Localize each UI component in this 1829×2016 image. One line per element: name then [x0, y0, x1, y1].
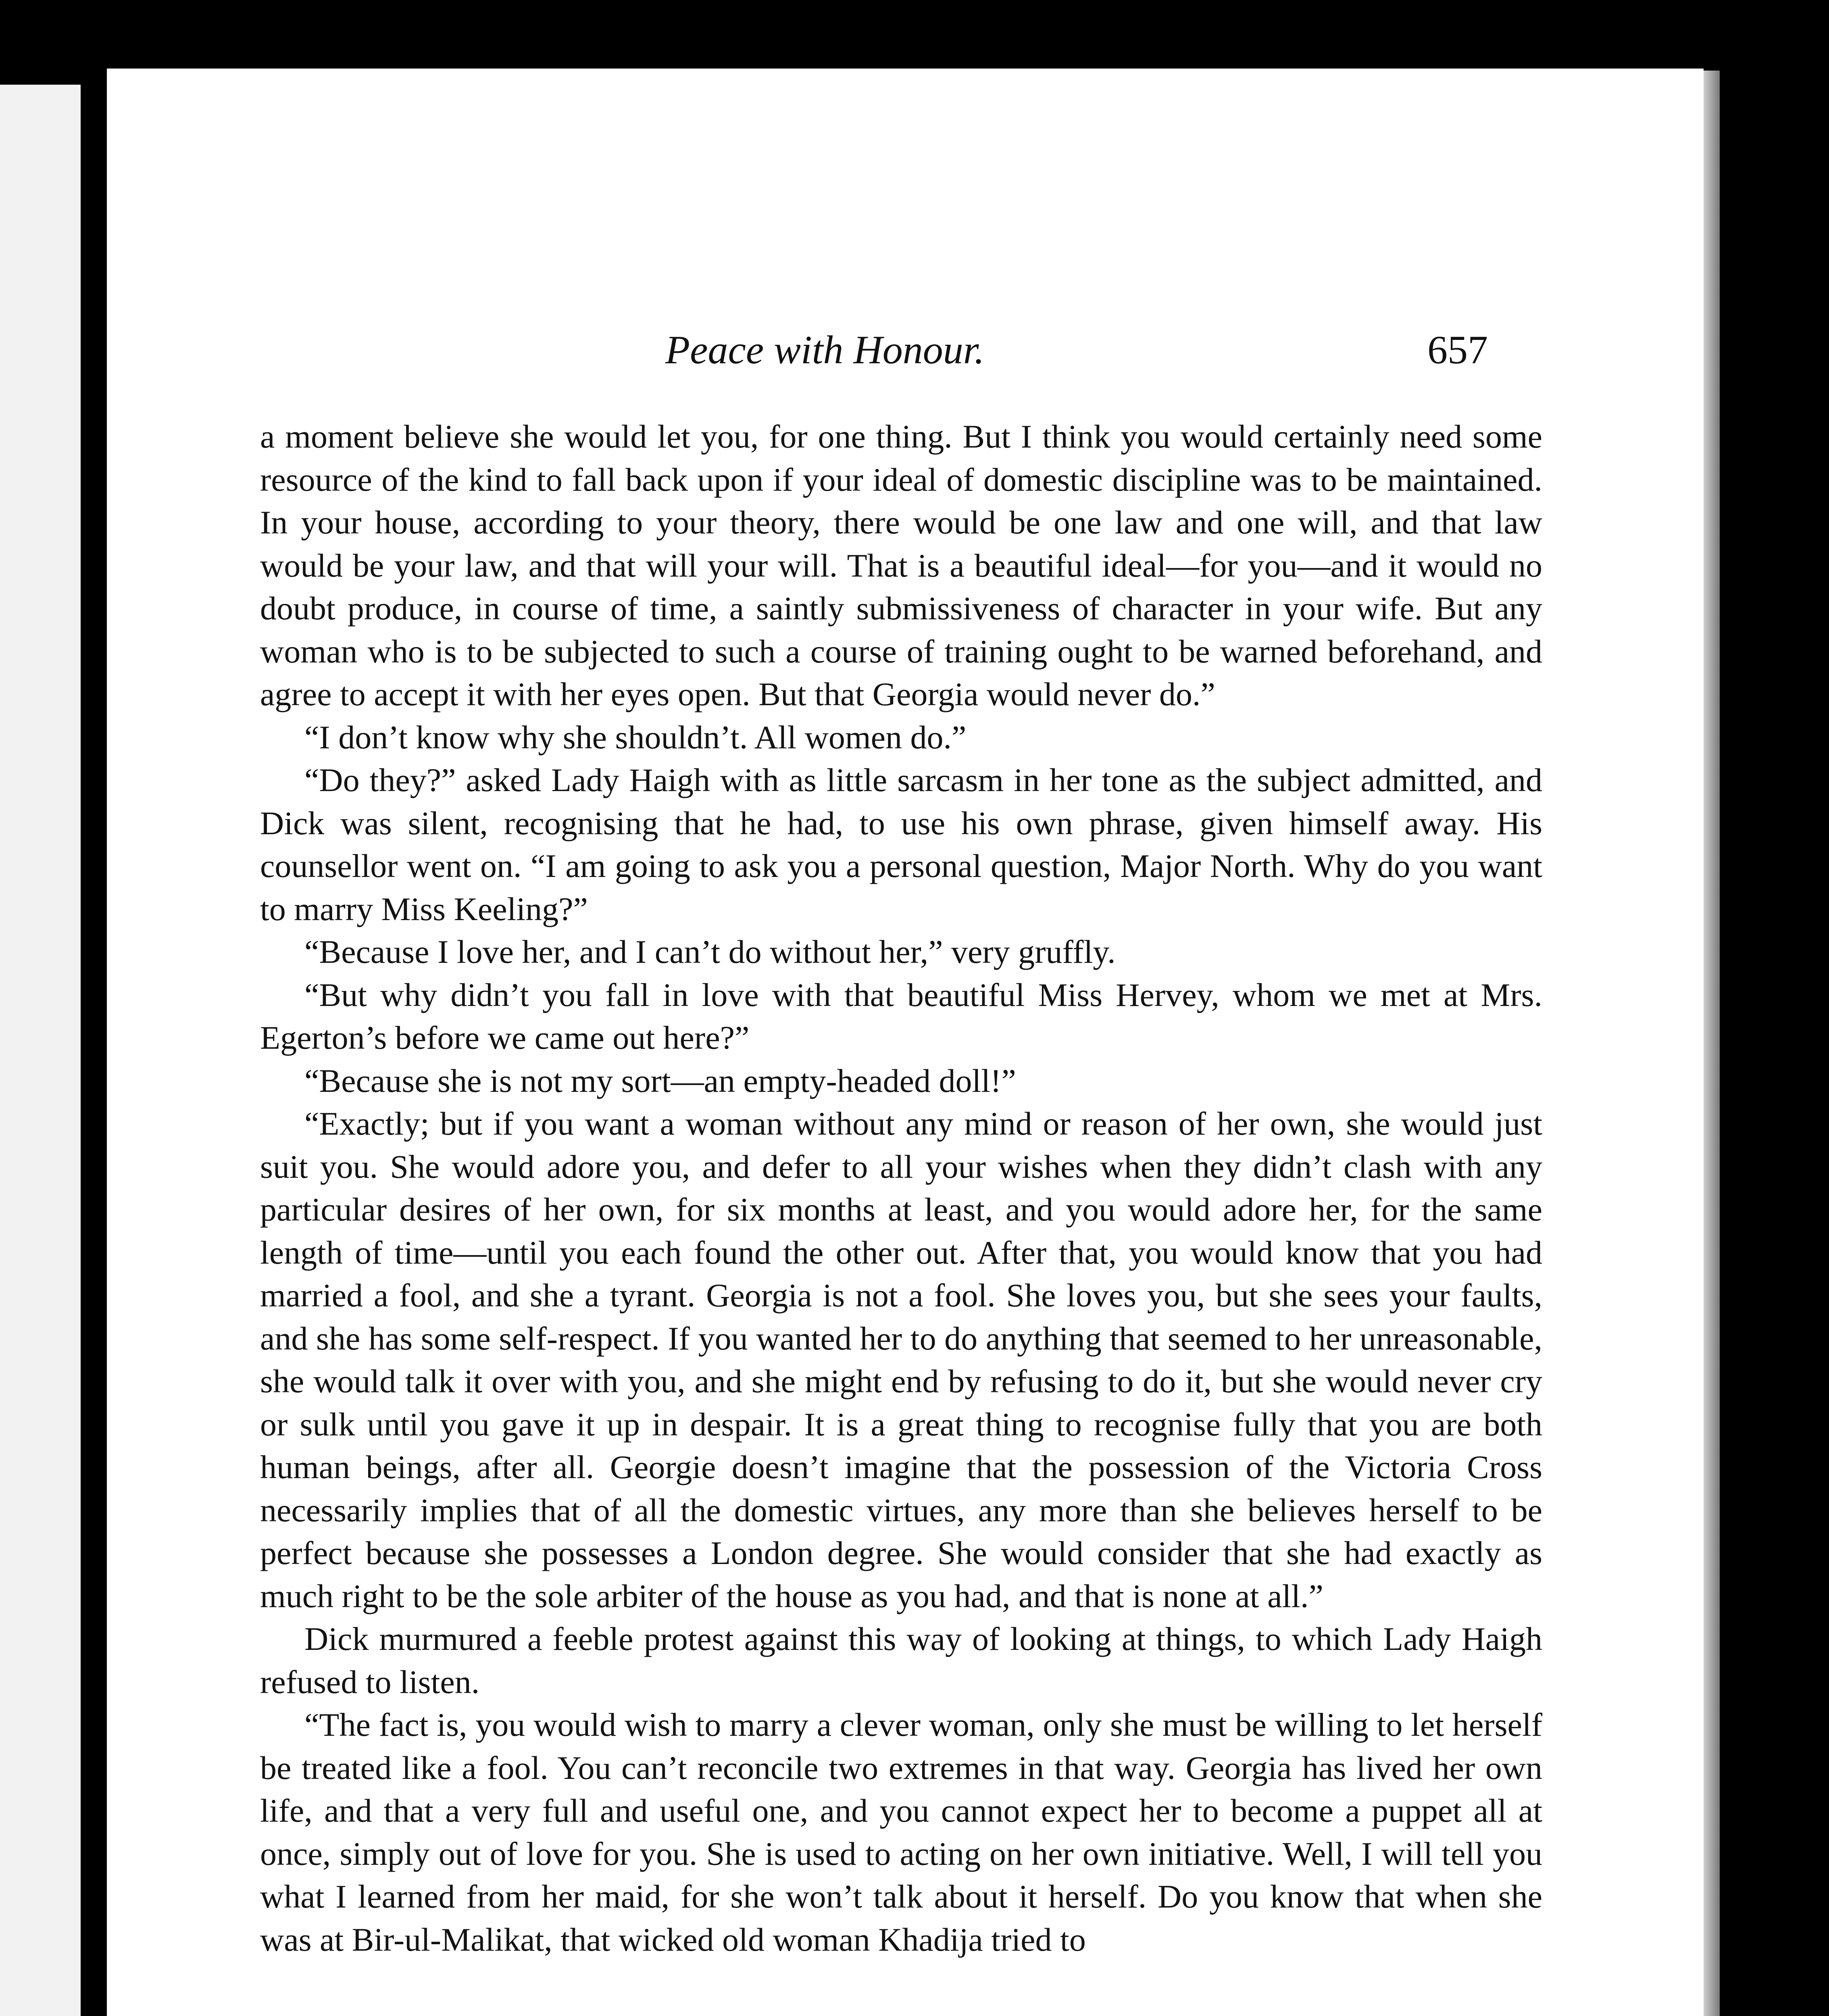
paragraph: “Exactly; but if you want a woman without any mind or reason of her own, she would just suit you. She would adore you, and defer to all your wishes when they didn’t clash with any particular desires of her own, for six months at least, and you would adore her, for the same length of time—until you each found the other out. After that, you would know that you had married a fool, and she a tyrant. Georgia is not a fool. She loves you, but she sees your faults, and she has some self-respect. If you wanted her to do anything that seemed to her unreasonable, she would talk it over with you, and she might end by refusing to do it, but she would never cry or sulk until you gave it up in despair. It is a great thing to recognise fully that you are both human beings, after all. Georgie doesn’t imagine that the possession of the Victoria Cross necessarily implies that of all the domestic virtues, any more than she believes herself to be perfect because she possesses a London degree. She would consider that she had exactly as much right to be the sole arbiter of the house as you had, and that is none at all.”: [260, 1105, 1542, 1614]
paragraph: “I don’t know why she shouldn’t. All women do.”: [304, 719, 967, 756]
page-fore-edge: [1704, 71, 1720, 2016]
paragraph: a moment believe she would let you, for one thing. But I think you would certainly need some resource of the kind to fall back upon if your ideal of domestic discipline was to be maintained. In your house, according to your theory, there would be one law and one will, and that law would be your law, and that will your will. That is a beautiful ideal—for you—and it would no doubt produce, in course of time, a saintly submissiveness of character in your wife. But any woman who is to be subjected to such a course of training ought to be warned beforehand, and agree to accept it with her eyes open. But that Georgia would never do.”: [260, 418, 1542, 712]
paragraph: “Do they?” asked Lady Haigh with as little sarcasm in her tone as the subject admitted, and Dick was silent, recognising that he had, to use his own phrase, given himself away. His counsellor went on. “I am going to ask you a personal question, Major North. Why do you want to marry Miss Keeling?”: [260, 762, 1542, 927]
paragraph: Dick murmured a feeble protest against this way of looking at things, to which Lady Haigh refused to listen.: [260, 1620, 1542, 1700]
paragraph: “Because I love her, and I can’t do without her,” very gruffly.: [304, 933, 1116, 970]
running-head: Peace with Honour.: [665, 327, 985, 372]
paragraph: “But why didn’t you fall in love with that beautiful Miss Hervey, whom we met at Mrs. Egerton’s before we came out here?”: [260, 976, 1542, 1056]
paragraph: “Because she is not my sort—an empty-headed doll!”: [304, 1062, 1016, 1099]
facing-page-edge: [0, 85, 81, 2016]
book-page: [107, 69, 1704, 2016]
page-number: 657: [1427, 327, 1488, 372]
body-text: [260, 415, 1542, 1961]
paragraph: “The fact is, you would wish to marry a clever woman, only she must be willing to let herself be treated like a fool. You can’t reconcile two extremes in that way. Georgia has lived her own life, and that a very full and useful one, and you cannot expect her to become a puppet all at once, simply out of love for you. She is used to acting on her own initiative. Well, I will tell you what I learned from her maid, for she won’t talk about it herself. Do you know that when she was at Bir-ul-Malikat, that wicked old woman Khadija tried to: [260, 1706, 1542, 1958]
